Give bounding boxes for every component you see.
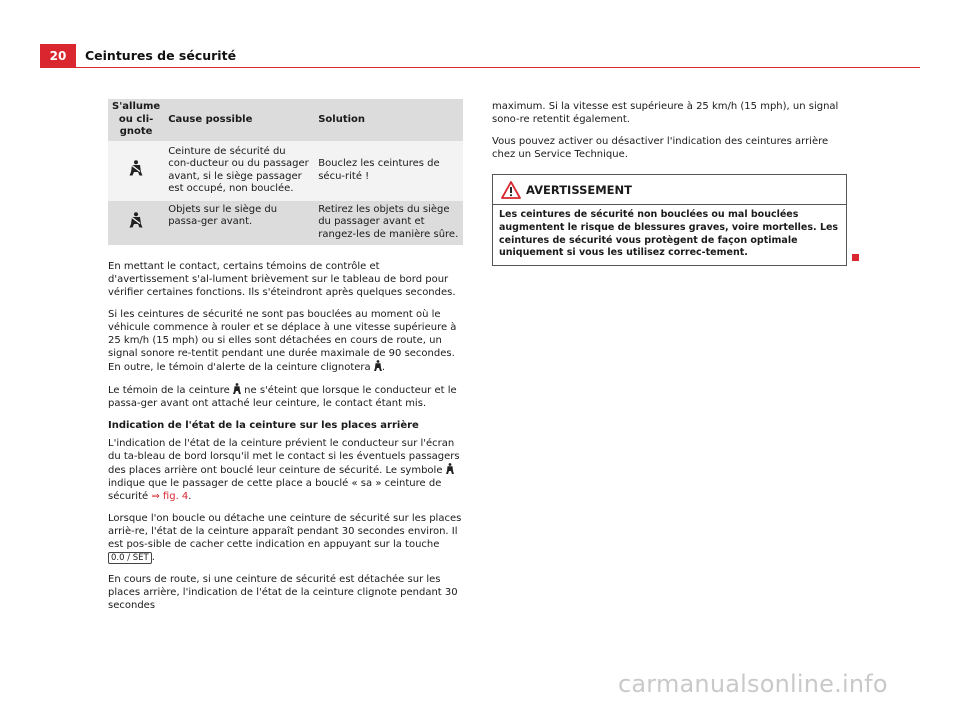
solution-cell: Bouclez les ceintures de sécu-rité ! — [314, 141, 463, 201]
table-row — [108, 201, 463, 245]
set-key-label: 0.0 / SET — [108, 552, 152, 564]
table-row — [108, 141, 463, 201]
paragraph-text: Si les ceintures de sécurité ne sont pas bouclées au moment où le véhicule commence à rouler et se déplace à une vitesse supérieure à 25 km/h (15 mph) ou si elles sont détachées en cours de route, un signal sonore re-tentit pendant une durée maximale de 90 secondes. En outre, le témoin d'alerte de la ceinture clignotera — [108, 308, 457, 373]
column-header: Solution — [314, 99, 463, 141]
paragraph-text: Lorsque l'on boucle ou détache une ceinture de sécurité sur les places arriè-re, l'état de la ceinture apparaît pendant 30 secondes environ. Il est pos-sible de cacher cette indication en appuyant sur la touche — [108, 512, 462, 550]
column-header: Cause possible — [164, 99, 314, 141]
column-header: S'allume ou cli-gnote — [108, 99, 164, 141]
paragraph — [108, 512, 463, 564]
icon-cell — [108, 141, 164, 201]
cause-cell: Objets sur le siège du passa-ger avant. — [164, 201, 314, 245]
paragraph: Vous pouvez activer ou désactiver l'indication des ceintures arrière chez un Service Technique. — [492, 136, 829, 160]
seatbelt-icon — [374, 360, 382, 371]
paragraph-text: . — [381, 361, 386, 373]
seatbelt-icon — [446, 463, 454, 474]
seatbelt-icon — [233, 383, 241, 394]
paragraph: En cours de route, si une ceinture de sécurité est détachée sur les places arrière, l'indication de l'état de la ceinture clignote pendant 30 secondes — [108, 573, 458, 611]
figure-reference-link[interactable]: ⇒ fig. 4 — [151, 490, 189, 502]
paragraph-text: ne s'éteint que lorsque le conducteur et le passa-ger avant ont attaché leur ceinture, le contact étant mis. — [108, 384, 457, 409]
paragraph-text: . — [188, 490, 192, 502]
paragraph-text: L'indication de l'état de la ceinture prévient le conducteur sur l'écran du ta-bleau de bord lorsqu'il met le contact si les éventuels passagers des places arrière ont bouclé leur ceinture de sécurité. Le symbole — [108, 437, 460, 476]
section-subheading: Indication de l'état de la ceinture sur les places arrière — [108, 419, 419, 431]
paragraph — [108, 308, 463, 374]
seatbelt-warning-icon — [129, 212, 143, 228]
watermark: carmanualsonline.info — [618, 670, 888, 698]
paragraph — [108, 383, 463, 410]
warning-light-table — [108, 99, 463, 245]
solution-cell: Retirez les objets du siège du passager avant et rangez-les de manière sûre. — [314, 201, 463, 245]
icon-cell — [108, 201, 164, 245]
warning-text: Les ceintures de sécurité non bouclées ou mal bouclées augmentent le risque de blessures graves, voire mortelles. Les ceintures de sécurité vous protègent de façon optimale uniquement si vous les utilisez correc-tement. — [499, 209, 839, 259]
right-column — [492, 100, 847, 161]
page-header — [40, 44, 920, 68]
page-number: 20 — [40, 44, 76, 68]
chapter-title: Ceintures de sécurité — [85, 48, 237, 63]
section-end-marker — [852, 254, 859, 261]
warning-triangle-icon — [501, 181, 521, 199]
paragraph-text: indique que le passager de cette place a bouclé « sa » ceinture de sécurité — [108, 477, 442, 502]
left-column — [108, 99, 463, 612]
cause-cell: Ceinture de sécurité du con-ducteur ou du passager avant, si le siège passager est occupé, non bouclée. — [164, 141, 314, 201]
header-rule — [76, 67, 920, 68]
table-header-row — [108, 99, 463, 141]
paragraph: maximum. Si la vitesse est supérieure à 25 km/h (15 mph), un signal sono-re retentit également. — [492, 101, 839, 125]
warning-title: AVERTISSEMENT — [526, 183, 633, 197]
seatbelt-warning-icon — [129, 160, 143, 176]
paragraph-text: . — [151, 551, 155, 563]
paragraph — [108, 437, 463, 503]
warning-header — [493, 175, 846, 205]
warning-box — [492, 174, 847, 266]
paragraph: En mettant le contact, certains témoins de contrôle et d'avertissement s'al-lument brièvement sur le tableau de bord pour vérifier certaines fonctions. Ils s'éteindront après quelques secondes. — [108, 260, 456, 298]
paragraph-text: Le témoin de la ceinture — [108, 384, 230, 396]
